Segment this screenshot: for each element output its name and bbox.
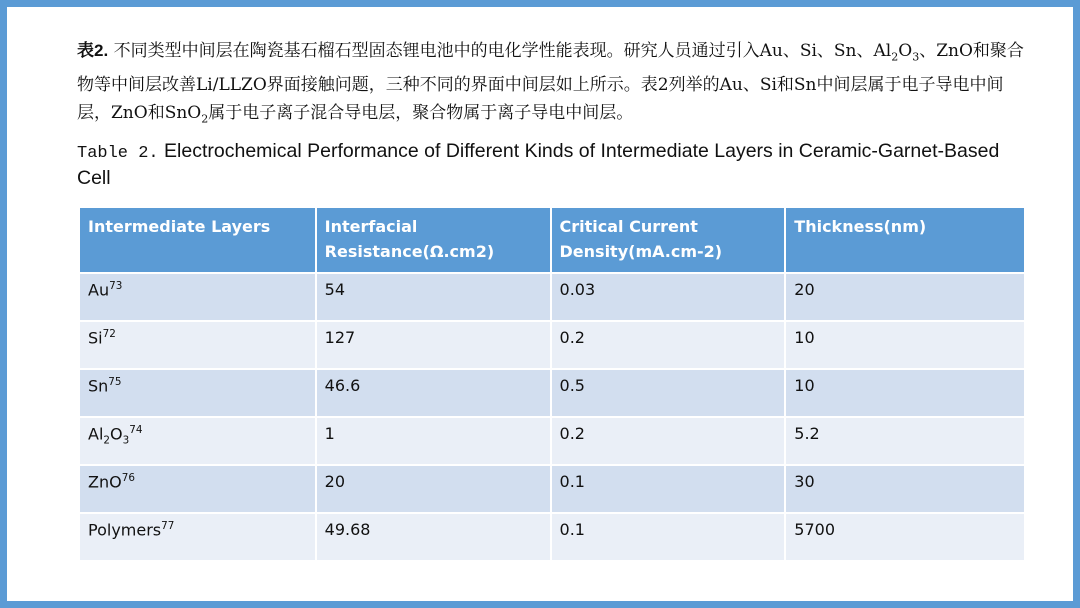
header-thickness: Thickness(nm) [785, 208, 1025, 273]
reference-number: 74 [129, 424, 143, 436]
cell-ccd: 0.03 [551, 273, 786, 321]
reference-number: 76 [121, 472, 135, 484]
cell-ccd: 0.1 [551, 465, 786, 513]
chinese-caption-sub-2: 3 [912, 50, 920, 64]
english-caption-label: Table 2. [77, 144, 159, 163]
table-row [80, 465, 1025, 513]
layer-name: Al [88, 424, 104, 444]
table-row [80, 513, 1025, 561]
cell-ccd: 0.2 [551, 417, 786, 465]
layer-name: ZnO [88, 472, 122, 492]
layer-name: Sn [88, 376, 109, 396]
chinese-caption-text-2: O [898, 41, 913, 61]
layer-name: Polymers [88, 520, 162, 540]
table-row [80, 273, 1025, 321]
cell-thickness: 5700 [785, 513, 1025, 561]
reference-number: 75 [108, 376, 122, 388]
reference-number: 72 [102, 328, 116, 340]
cell-layer [80, 273, 316, 321]
intermediate-layers-table [80, 208, 1026, 562]
chinese-caption [77, 37, 1037, 134]
chinese-caption-text-1: 不同类型中间层在陶瓷基石榴石型固态锂电池中的电化学性能表现。研究人员通过引入Au、Si、Sn、Al [108, 41, 892, 61]
cell-ccd: 0.2 [551, 321, 786, 369]
layer-name: Au [88, 280, 110, 300]
cell-resistance: 54 [316, 273, 551, 321]
chinese-caption-label: 表2. [77, 41, 109, 60]
cell-resistance: 1 [316, 417, 551, 465]
chinese-caption-sub-3: 2 [201, 112, 209, 126]
header-resistance: Interfacial Resistance(Ω.cm2) [316, 208, 551, 273]
layer-name-part: O [110, 424, 123, 444]
english-caption [77, 139, 1017, 190]
chinese-caption-text-4: 属于电子离子混合导电层，聚合物属于离子导电中间层。 [208, 103, 634, 124]
chinese-caption-sub-1: 2 [891, 50, 899, 64]
cell-ccd: 0.1 [551, 513, 786, 561]
table-row [80, 321, 1025, 369]
cell-thickness: 10 [785, 369, 1025, 417]
subscript: 3 [122, 434, 130, 447]
table-row [80, 417, 1025, 465]
layer-name: Si [88, 328, 103, 348]
header-ccd: Critical Current Density(mA.cm-2) [551, 208, 786, 273]
cell-layer [80, 417, 316, 465]
cell-layer [80, 513, 316, 561]
subscript: 2 [103, 434, 111, 447]
english-caption-text: Electrochemical Performance of Different Kinds of Intermediate Layers in Ceramic-Garnet-Based Cell [77, 140, 1000, 189]
reference-number: 73 [109, 280, 123, 292]
table-row [80, 369, 1025, 417]
cell-resistance: 49.68 [316, 513, 551, 561]
cell-ccd: 0.5 [551, 369, 786, 417]
cell-thickness: 5.2 [785, 417, 1025, 465]
header-layers: Intermediate Layers [80, 208, 316, 273]
cell-thickness: 10 [785, 321, 1025, 369]
cell-layer [80, 321, 316, 369]
chinese-caption-text-3: 、ZnO和聚合物等中间层改善Li/LLZO界面接触问题，三种不同的界面中间层如上所示。表2列举的Au、Si和Sn中间层属于电子导电中间层，ZnO和SnO [77, 41, 1024, 124]
cell-layer [80, 465, 316, 513]
cell-resistance: 127 [316, 321, 551, 369]
table-header-row [80, 208, 1025, 273]
cell-layer [80, 369, 316, 417]
cell-resistance: 20 [316, 465, 551, 513]
reference-number: 77 [161, 520, 175, 532]
cell-thickness: 20 [785, 273, 1025, 321]
cell-thickness: 30 [785, 465, 1025, 513]
cell-resistance: 46.6 [316, 369, 551, 417]
